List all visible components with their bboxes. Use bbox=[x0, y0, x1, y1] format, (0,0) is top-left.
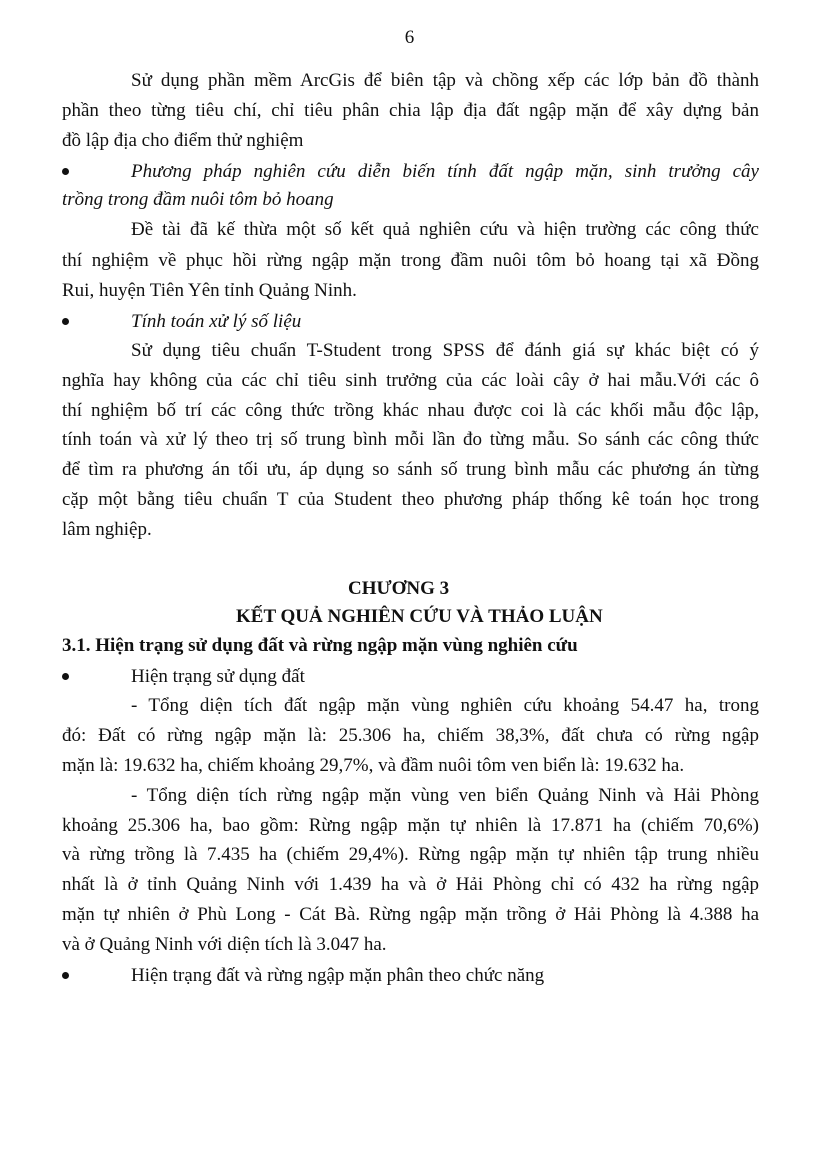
bullet-heading: Hiện trạng đất và rừng ngập mặn phân theo chức năng bbox=[131, 965, 545, 986]
paragraph-line: - Tổng diện tích rừng ngập mặn vùng ven biển Quảng Ninh và Hải Phòng bbox=[131, 785, 759, 806]
paragraph-line: Sử dụng tiêu chuẩn T-Student trong SPSS để đánh giá sự khác biệt có ý bbox=[131, 340, 759, 361]
paragraph-line: và ở Quảng Ninh với diện tích là 3.047 ha. bbox=[62, 934, 387, 955]
paragraph-line: phần theo từng tiêu chí, chỉ tiêu phân chia lập địa đất ngập mặn để xây dựng bản bbox=[62, 100, 759, 121]
bullet-icon bbox=[62, 168, 69, 175]
section-heading: 3.1. Hiện trạng sử dụng đất và rừng ngập mặn vùng nghiên cứu bbox=[62, 635, 578, 656]
bullet-icon bbox=[62, 673, 69, 680]
paragraph-line: nghĩa hay không của các chỉ tiêu sinh trưởng của các loài cây ở hai mẫu.Với các ô bbox=[62, 370, 759, 391]
paragraph-line: mặn tự nhiên ở Phù Long - Cát Bà. Rừng ngập mặn trồng ở Hải Phòng là 4.388 ha bbox=[62, 904, 759, 925]
paragraph-line: lâm nghiệp. bbox=[62, 519, 152, 540]
paragraph-line: - Tổng diện tích đất ngập mặn vùng nghiên cứu khoảng 54.47 ha, trong bbox=[131, 695, 759, 716]
bullet-icon bbox=[62, 972, 69, 979]
paragraph-line: mặn là: 19.632 ha, chiếm khoảng 29,7%, và đầm nuôi tôm ven biển là: 19.632 ha. bbox=[62, 755, 685, 776]
paragraph-line: đồ lập địa cho điểm thử nghiệm bbox=[62, 130, 304, 151]
paragraph-line: thí nghiệm về phục hồi rừng ngập mặn trong đầm nuôi tôm bỏ hoang tại xã Đồng bbox=[62, 250, 759, 271]
bullet-heading-line: Phương pháp nghiên cứu diễn biến tính đất ngập mặn, sinh trưởng cây bbox=[131, 161, 759, 182]
bullet-heading: Hiện trạng sử dụng đất bbox=[131, 666, 305, 687]
paragraph-line: Sử dụng phần mềm ArcGis để biên tập và chồng xếp các lớp bản đồ thành bbox=[131, 70, 759, 91]
paragraph-line: thí nghiệm bố trí các công thức trồng khác nhau được coi là các khối mẫu độc lập, bbox=[62, 400, 759, 421]
bullet-heading-line: trồng trong đầm nuôi tôm bỏ hoang bbox=[62, 189, 334, 210]
paragraph-line: tính toán và xử lý theo trị số trung bình mỗi lần đo từng mẫu. So sánh các công thức bbox=[62, 429, 759, 450]
paragraph-line: đó: Đất có rừng ngập mặn là: 25.306 ha, chiếm 38,3%, đất chưa có rừng ngập bbox=[62, 725, 759, 746]
paragraph-line: để tìm ra phương án tối ưu, áp dụng so sánh số trung bình mẫu các phương án từng bbox=[62, 459, 759, 480]
chapter-title: KẾT QUẢ NGHIÊN CỨU VÀ THẢO LUẬN bbox=[236, 606, 603, 627]
chapter-number: CHƯƠNG 3 bbox=[348, 578, 450, 599]
bullet-heading: Tính toán xử lý số liệu bbox=[131, 311, 302, 332]
bullet-icon bbox=[62, 318, 69, 325]
paragraph-line: nhất là ở tỉnh Quảng Ninh với 1.439 ha và ở Hải Phòng chỉ có 432 ha rừng ngập bbox=[62, 874, 759, 895]
paragraph-line: và rừng trồng là 7.435 ha (chiếm 29,4%). Rừng ngập mặn tự nhiên tập trung nhiều bbox=[62, 844, 759, 865]
paragraph-line: Rui, huyện Tiên Yên tỉnh Quảng Ninh. bbox=[62, 280, 357, 301]
paragraph-line: cặp một bằng tiêu chuẩn T của Student theo phương pháp thống kê toán học trong bbox=[62, 489, 759, 510]
paragraph-line: khoảng 25.306 ha, bao gồm: Rừng ngập mặn tự nhiên là 17.871 ha (chiếm 70,6%) bbox=[62, 815, 759, 836]
paragraph-line: Đề tài đã kế thừa một số kết quả nghiên cứu và hiện trường các công thức bbox=[131, 219, 759, 240]
page-number: 6 bbox=[404, 27, 415, 48]
